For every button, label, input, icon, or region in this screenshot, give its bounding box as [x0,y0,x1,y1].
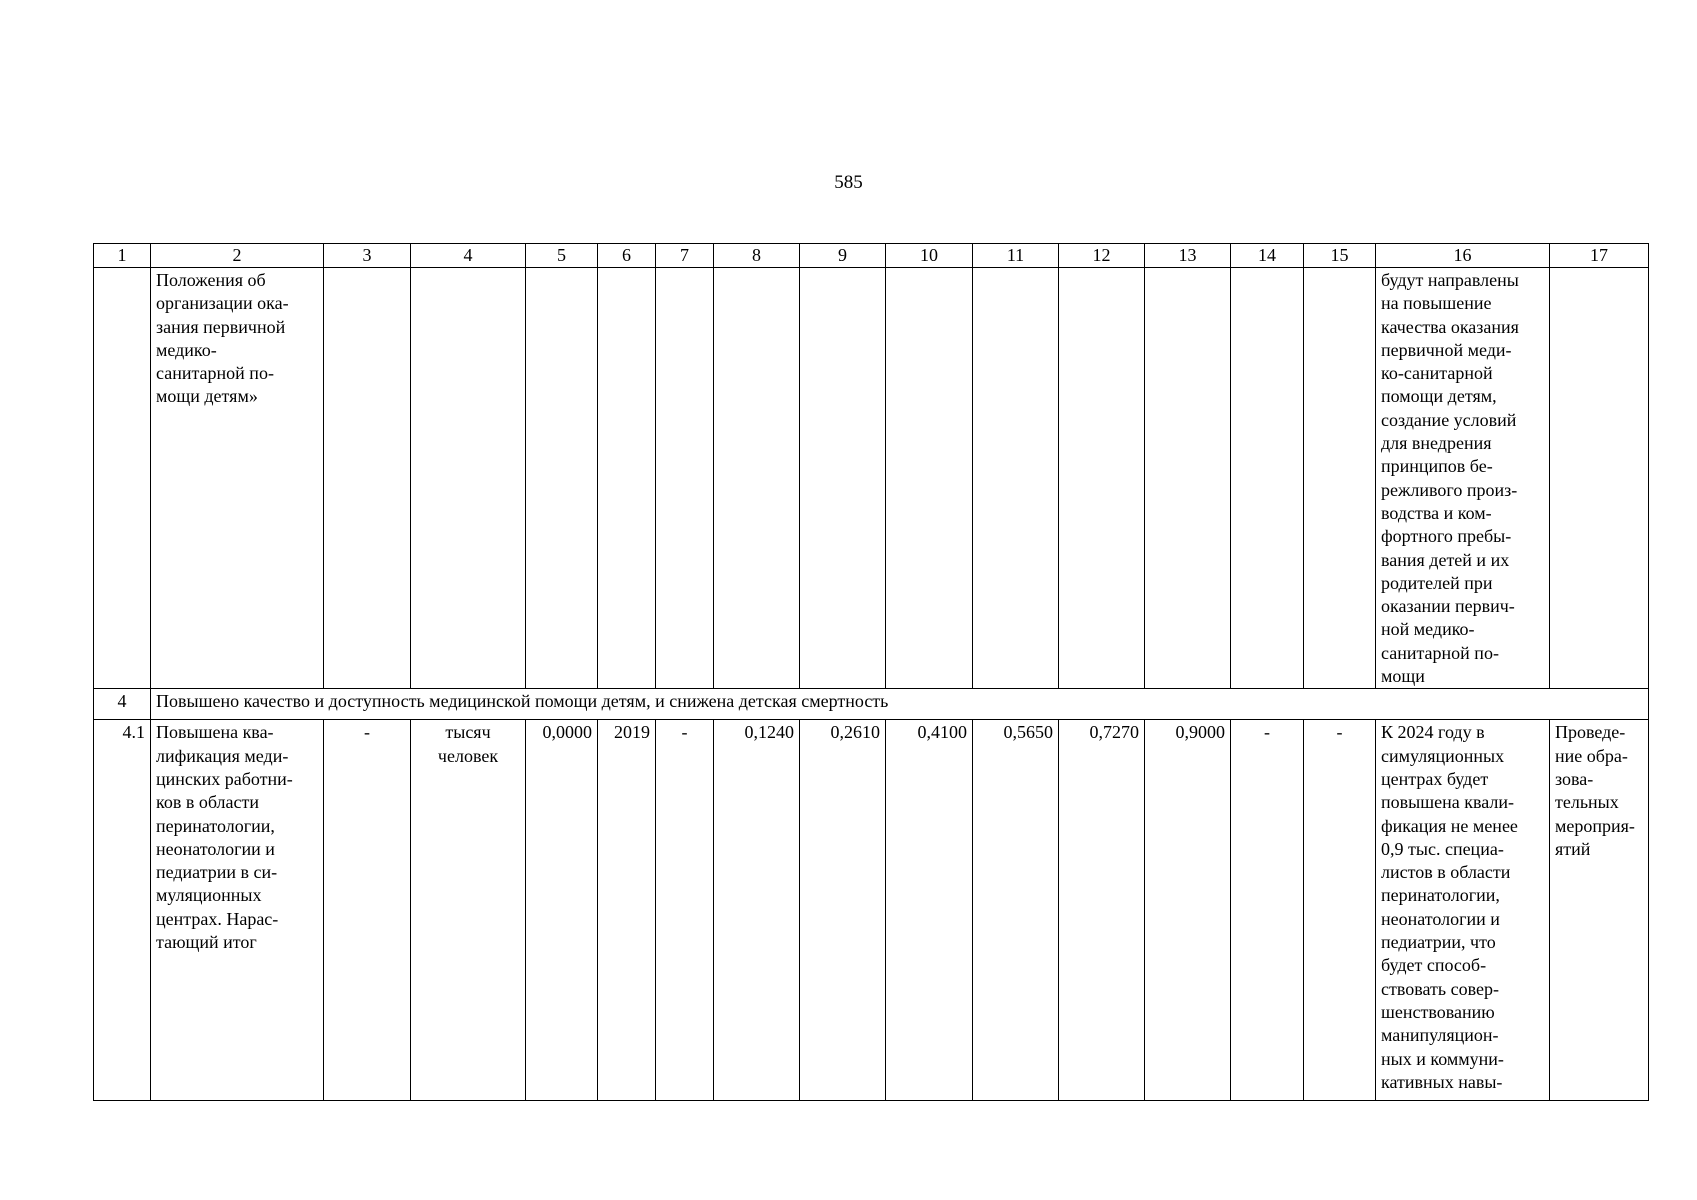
column-header: 12 [1059,244,1145,268]
table-cell [800,268,886,689]
section-number: 4 [94,689,151,720]
column-header: 3 [324,244,411,268]
table-cell [1550,268,1649,689]
column-header: 17 [1550,244,1649,268]
table-cell: - [1304,720,1376,1101]
table-cell [1145,268,1231,689]
table-cell [1304,268,1376,689]
table-cell: 0,5650 [973,720,1059,1101]
column-header: 9 [800,244,886,268]
table-cell: 0,7270 [1059,720,1145,1101]
table-cell: 0,2610 [800,720,886,1101]
table-cell [714,268,800,689]
table-cell: - [656,720,714,1101]
table-cell: будут направлены на повышение качества оказания первичной меди- ко-санитарной помощи детям, создание условий для внедрения принципов бе- режливого произ- водства и ком- фортного пребы- вания детей и их родителей при оказании первич- ной медико- санитарной по- мощи [1376,268,1550,689]
table-cell: 0,9000 [1145,720,1231,1101]
column-header: 4 [411,244,526,268]
table-row [94,720,1649,1101]
table-cell: Повышена ква- лификация меди- цинских работни- ков в области перинатологии, неонатологии и педиатрии в си- муляционных центрах. Нарас- тающий итог [151,720,324,1101]
table-cell: 0,1240 [714,720,800,1101]
table-cell: Положения об организации ока- зания первичной медико- санитарной по- мощи детям» [151,268,324,689]
table-cell: 4.1 [94,720,151,1101]
page-number: 585 [834,172,863,193]
table-row [94,268,1649,689]
table-cell: К 2024 году в симуляционных центрах будет повышена квали- фикация не менее 0,9 тыс. специа- листов в области перинатологии, неонатологии и педиатрии, что будет способ- ствовать совер- шенствованию манипуляцион- ных и коммуни- кативных навы- [1376,720,1550,1101]
header-row [94,244,1649,268]
table-cell: - [1231,720,1304,1101]
column-header: 10 [886,244,973,268]
column-header: 14 [1231,244,1304,268]
table-cell [526,268,598,689]
table-cell [973,268,1059,689]
column-header: 1 [94,244,151,268]
table-cell [324,268,411,689]
table-cell [598,268,656,689]
column-header: 7 [656,244,714,268]
column-header: 13 [1145,244,1231,268]
table-cell [656,268,714,689]
column-header: 2 [151,244,324,268]
table-cell: 0,4100 [886,720,973,1101]
table-cell: - [324,720,411,1101]
column-header: 15 [1304,244,1376,268]
column-header: 11 [973,244,1059,268]
table-cell: 2019 [598,720,656,1101]
section-row [94,689,1649,720]
column-header: 8 [714,244,800,268]
column-header: 6 [598,244,656,268]
table-cell [1231,268,1304,689]
table-cell [886,268,973,689]
table-cell: тысяч человек [411,720,526,1101]
column-header: 5 [526,244,598,268]
data-table [93,243,1649,1101]
table-cell [1059,268,1145,689]
section-title: Повышено качество и доступность медицинской помощи детям, и снижена детская смертность [151,689,1649,720]
table-cell: 0,0000 [526,720,598,1101]
table-cell [94,268,151,689]
table-cell [411,268,526,689]
table-cell: Проведе- ние обра- зова- тельных мероприя- ятий [1550,720,1649,1101]
column-header: 16 [1376,244,1550,268]
